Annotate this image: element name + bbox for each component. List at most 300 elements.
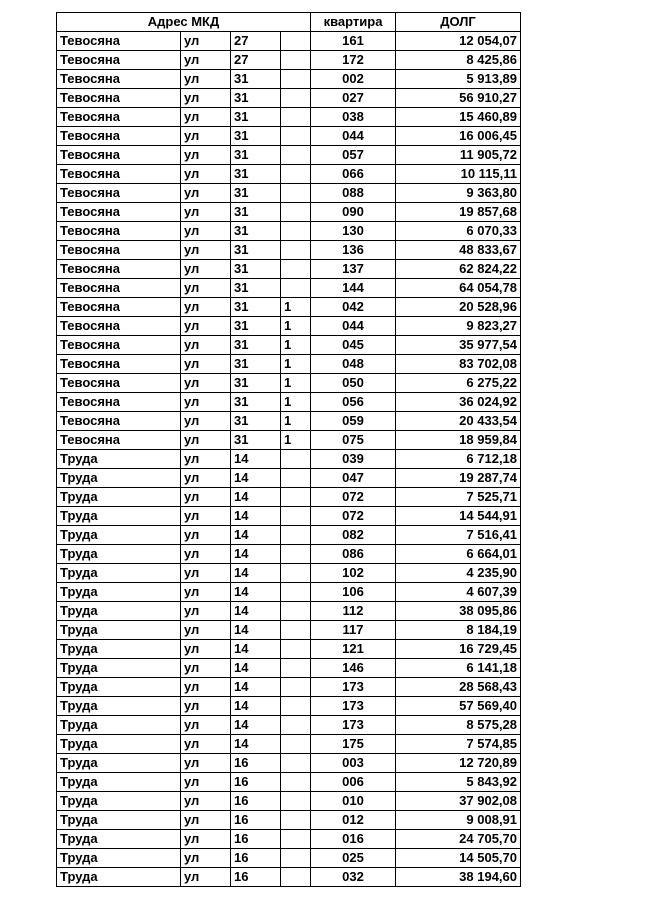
apartment-cell: 039 (311, 450, 396, 469)
table-row (57, 450, 521, 469)
building-block-cell (281, 203, 311, 222)
street-cell: Труда (57, 830, 181, 849)
debt-header: ДОЛГ (396, 13, 521, 32)
table-row (57, 317, 521, 336)
house-number-cell: 31 (231, 146, 281, 165)
debt-amount-cell: 8 425,86 (396, 51, 521, 70)
street-type-cell: ул (181, 203, 231, 222)
debt-amount-cell: 64 054,78 (396, 279, 521, 298)
apartment-cell: 090 (311, 203, 396, 222)
building-block-cell (281, 792, 311, 811)
debt-amount-cell: 8 184,19 (396, 621, 521, 640)
table-row (57, 374, 521, 393)
debt-amount-cell: 9 823,27 (396, 317, 521, 336)
debt-amount-cell: 7 516,41 (396, 526, 521, 545)
table-row (57, 735, 521, 754)
street-type-cell: ул (181, 222, 231, 241)
debt-amount-cell: 15 460,89 (396, 108, 521, 127)
table-row (57, 355, 521, 374)
house-number-cell: 31 (231, 431, 281, 450)
house-number-cell: 14 (231, 526, 281, 545)
street-type-cell: ул (181, 70, 231, 89)
street-cell: Тевосяна (57, 165, 181, 184)
apartment-cell: 002 (311, 70, 396, 89)
debt-amount-cell: 19 287,74 (396, 469, 521, 488)
table-row (57, 754, 521, 773)
table-row (57, 621, 521, 640)
apartment-cell: 042 (311, 298, 396, 317)
house-number-cell: 14 (231, 507, 281, 526)
table-row (57, 678, 521, 697)
apartment-cell: 025 (311, 849, 396, 868)
house-number-cell: 31 (231, 393, 281, 412)
apartment-cell: 012 (311, 811, 396, 830)
debt-amount-cell: 6 141,18 (396, 659, 521, 678)
table-row (57, 127, 521, 146)
table-row (57, 469, 521, 488)
debt-amount-cell: 14 544,91 (396, 507, 521, 526)
house-number-cell: 16 (231, 773, 281, 792)
street-type-cell: ул (181, 412, 231, 431)
street-cell: Труда (57, 507, 181, 526)
table-row (57, 716, 521, 735)
street-cell: Труда (57, 602, 181, 621)
building-block-cell (281, 507, 311, 526)
building-block-cell (281, 659, 311, 678)
table-row (57, 488, 521, 507)
debt-amount-cell: 5 913,89 (396, 70, 521, 89)
debt-amount-cell: 37 902,08 (396, 792, 521, 811)
house-number-cell: 16 (231, 792, 281, 811)
table-row (57, 279, 521, 298)
building-block-cell (281, 697, 311, 716)
house-number-cell: 14 (231, 602, 281, 621)
street-cell: Тевосяна (57, 184, 181, 203)
apartment-cell: 088 (311, 184, 396, 203)
street-cell: Труда (57, 488, 181, 507)
street-cell: Труда (57, 678, 181, 697)
street-cell: Труда (57, 564, 181, 583)
apartment-cell: 161 (311, 32, 396, 51)
house-number-cell: 31 (231, 355, 281, 374)
street-type-cell: ул (181, 621, 231, 640)
street-cell: Труда (57, 659, 181, 678)
street-type-cell: ул (181, 279, 231, 298)
table-row (57, 241, 521, 260)
table-row (57, 792, 521, 811)
house-number-cell: 31 (231, 165, 281, 184)
street-cell: Тевосяна (57, 241, 181, 260)
apartment-cell: 137 (311, 260, 396, 279)
street-type-cell: ул (181, 678, 231, 697)
address-header: Адрес МКД (57, 13, 311, 32)
house-number-cell: 27 (231, 32, 281, 51)
house-number-cell: 14 (231, 450, 281, 469)
building-block-cell (281, 70, 311, 89)
apartment-cell: 106 (311, 583, 396, 602)
building-block-cell (281, 279, 311, 298)
building-block-cell (281, 868, 311, 887)
table-row (57, 773, 521, 792)
street-type-cell: ул (181, 374, 231, 393)
house-number-cell: 31 (231, 412, 281, 431)
building-block-cell (281, 564, 311, 583)
apartment-cell: 038 (311, 108, 396, 127)
street-type-cell: ул (181, 336, 231, 355)
table-row (57, 545, 521, 564)
street-type-cell: ул (181, 526, 231, 545)
street-type-cell: ул (181, 317, 231, 336)
debt-amount-cell: 6 275,22 (396, 374, 521, 393)
debt-amount-cell: 7 525,71 (396, 488, 521, 507)
house-number-cell: 31 (231, 298, 281, 317)
apartment-cell: 010 (311, 792, 396, 811)
building-block-cell (281, 127, 311, 146)
building-block-cell: 1 (281, 355, 311, 374)
street-cell: Тевосяна (57, 431, 181, 450)
debt-amount-cell: 5 843,92 (396, 773, 521, 792)
street-cell: Тевосяна (57, 203, 181, 222)
building-block-cell (281, 621, 311, 640)
building-block-cell (281, 222, 311, 241)
debt-amount-cell: 8 575,28 (396, 716, 521, 735)
building-block-cell (281, 146, 311, 165)
street-type-cell: ул (181, 108, 231, 127)
house-number-cell: 31 (231, 317, 281, 336)
table-row (57, 431, 521, 450)
house-number-cell: 14 (231, 621, 281, 640)
building-block-cell: 1 (281, 317, 311, 336)
street-cell: Труда (57, 868, 181, 887)
table-row (57, 260, 521, 279)
building-block-cell (281, 735, 311, 754)
house-number-cell: 14 (231, 697, 281, 716)
apartment-cell: 045 (311, 336, 396, 355)
building-block-cell (281, 583, 311, 602)
apartment-cell: 117 (311, 621, 396, 640)
apartment-cell: 102 (311, 564, 396, 583)
house-number-cell: 14 (231, 583, 281, 602)
street-cell: Труда (57, 773, 181, 792)
street-type-cell: ул (181, 773, 231, 792)
house-number-cell: 14 (231, 545, 281, 564)
debt-amount-cell: 6 070,33 (396, 222, 521, 241)
building-block-cell (281, 488, 311, 507)
building-block-cell (281, 754, 311, 773)
house-number-cell: 14 (231, 488, 281, 507)
apartment-cell: 072 (311, 507, 396, 526)
debt-amount-cell: 62 824,22 (396, 260, 521, 279)
street-cell: Труда (57, 526, 181, 545)
street-type-cell: ул (181, 89, 231, 108)
street-cell: Труда (57, 545, 181, 564)
building-block-cell (281, 545, 311, 564)
debt-amount-cell: 6 664,01 (396, 545, 521, 564)
building-block-cell: 1 (281, 374, 311, 393)
debt-amount-cell: 16 006,45 (396, 127, 521, 146)
table-row (57, 849, 521, 868)
street-cell: Труда (57, 754, 181, 773)
street-cell: Труда (57, 469, 181, 488)
building-block-cell: 1 (281, 412, 311, 431)
building-block-cell: 1 (281, 393, 311, 412)
debt-amount-cell: 19 857,68 (396, 203, 521, 222)
debt-amount-cell: 24 705,70 (396, 830, 521, 849)
street-cell: Тевосяна (57, 70, 181, 89)
street-type-cell: ул (181, 659, 231, 678)
table-row (57, 203, 521, 222)
street-type-cell: ул (181, 602, 231, 621)
building-block-cell (281, 640, 311, 659)
building-block-cell (281, 89, 311, 108)
debt-amount-cell: 83 702,08 (396, 355, 521, 374)
apartment-cell: 048 (311, 355, 396, 374)
apartment-cell: 027 (311, 89, 396, 108)
debt-amount-cell: 7 574,85 (396, 735, 521, 754)
street-type-cell: ул (181, 716, 231, 735)
apartment-cell: 050 (311, 374, 396, 393)
street-cell: Тевосяна (57, 146, 181, 165)
house-number-cell: 31 (231, 279, 281, 298)
debt-amount-cell: 36 024,92 (396, 393, 521, 412)
debt-amount-cell: 4 235,90 (396, 564, 521, 583)
apartment-cell: 066 (311, 165, 396, 184)
house-number-cell: 31 (231, 241, 281, 260)
apartment-cell: 075 (311, 431, 396, 450)
apartment-cell: 121 (311, 640, 396, 659)
building-block-cell (281, 260, 311, 279)
street-cell: Труда (57, 792, 181, 811)
apartment-cell: 057 (311, 146, 396, 165)
apartment-header: квартира (311, 13, 396, 32)
street-cell: Тевосяна (57, 279, 181, 298)
debt-amount-cell: 20 528,96 (396, 298, 521, 317)
street-type-cell: ул (181, 507, 231, 526)
debt-sheet (56, 12, 520, 887)
apartment-cell: 044 (311, 317, 396, 336)
building-block-cell (281, 678, 311, 697)
street-type-cell: ул (181, 640, 231, 659)
street-type-cell: ул (181, 811, 231, 830)
house-number-cell: 16 (231, 849, 281, 868)
house-number-cell: 31 (231, 108, 281, 127)
apartment-cell: 172 (311, 51, 396, 70)
apartment-cell: 032 (311, 868, 396, 887)
table-row (57, 830, 521, 849)
street-type-cell: ул (181, 127, 231, 146)
house-number-cell: 31 (231, 260, 281, 279)
house-number-cell: 16 (231, 754, 281, 773)
building-block-cell (281, 32, 311, 51)
house-number-cell: 14 (231, 716, 281, 735)
debt-amount-cell: 18 959,84 (396, 431, 521, 450)
debt-amount-cell: 48 833,67 (396, 241, 521, 260)
house-number-cell: 14 (231, 640, 281, 659)
table-row (57, 184, 521, 203)
table-row (57, 51, 521, 70)
debt-amount-cell: 11 905,72 (396, 146, 521, 165)
apartment-cell: 130 (311, 222, 396, 241)
table-body (57, 32, 521, 887)
street-type-cell: ул (181, 146, 231, 165)
table-row (57, 32, 521, 51)
street-cell: Тевосяна (57, 298, 181, 317)
house-number-cell: 31 (231, 127, 281, 146)
street-type-cell: ул (181, 545, 231, 564)
house-number-cell: 31 (231, 203, 281, 222)
house-number-cell: 31 (231, 89, 281, 108)
debt-amount-cell: 9 008,91 (396, 811, 521, 830)
building-block-cell: 1 (281, 298, 311, 317)
house-number-cell: 31 (231, 184, 281, 203)
street-type-cell: ул (181, 355, 231, 374)
building-block-cell (281, 830, 311, 849)
apartment-cell: 059 (311, 412, 396, 431)
street-cell: Тевосяна (57, 374, 181, 393)
table-row (57, 507, 521, 526)
street-type-cell: ул (181, 450, 231, 469)
apartment-cell: 175 (311, 735, 396, 754)
street-cell: Труда (57, 583, 181, 602)
street-cell: Труда (57, 811, 181, 830)
street-type-cell: ул (181, 184, 231, 203)
apartment-cell: 173 (311, 697, 396, 716)
street-cell: Труда (57, 640, 181, 659)
street-type-cell: ул (181, 165, 231, 184)
table-row (57, 70, 521, 89)
street-type-cell: ул (181, 849, 231, 868)
street-type-cell: ул (181, 564, 231, 583)
debt-amount-cell: 57 569,40 (396, 697, 521, 716)
table-row (57, 868, 521, 887)
street-cell: Тевосяна (57, 260, 181, 279)
building-block-cell (281, 165, 311, 184)
building-block-cell (281, 849, 311, 868)
house-number-cell: 27 (231, 51, 281, 70)
table-row (57, 640, 521, 659)
street-cell: Тевосяна (57, 51, 181, 70)
debt-amount-cell: 35 977,54 (396, 336, 521, 355)
table-row (57, 564, 521, 583)
street-cell: Труда (57, 716, 181, 735)
street-type-cell: ул (181, 697, 231, 716)
building-block-cell (281, 450, 311, 469)
table-row (57, 146, 521, 165)
apartment-cell: 016 (311, 830, 396, 849)
debt-amount-cell: 10 115,11 (396, 165, 521, 184)
street-cell: Труда (57, 697, 181, 716)
table-row (57, 412, 521, 431)
building-block-cell (281, 241, 311, 260)
debt-amount-cell: 4 607,39 (396, 583, 521, 602)
debt-amount-cell: 38 095,86 (396, 602, 521, 621)
debt-amount-cell: 20 433,54 (396, 412, 521, 431)
street-type-cell: ул (181, 241, 231, 260)
apartment-cell: 082 (311, 526, 396, 545)
apartment-cell: 146 (311, 659, 396, 678)
table-header-row (57, 13, 521, 32)
debt-amount-cell: 38 194,60 (396, 868, 521, 887)
building-block-cell (281, 108, 311, 127)
house-number-cell: 16 (231, 811, 281, 830)
street-cell: Тевосяна (57, 317, 181, 336)
table-row (57, 697, 521, 716)
apartment-cell: 044 (311, 127, 396, 146)
street-type-cell: ул (181, 32, 231, 51)
debt-amount-cell: 12 720,89 (396, 754, 521, 773)
apartment-cell: 003 (311, 754, 396, 773)
apartment-cell: 006 (311, 773, 396, 792)
house-number-cell: 31 (231, 70, 281, 89)
house-number-cell: 14 (231, 659, 281, 678)
street-cell: Тевосяна (57, 32, 181, 51)
apartment-cell: 136 (311, 241, 396, 260)
debt-amount-cell: 56 910,27 (396, 89, 521, 108)
building-block-cell (281, 773, 311, 792)
apartment-cell: 173 (311, 716, 396, 735)
street-type-cell: ул (181, 754, 231, 773)
house-number-cell: 16 (231, 868, 281, 887)
street-cell: Тевосяна (57, 108, 181, 127)
building-block-cell (281, 184, 311, 203)
street-type-cell: ул (181, 260, 231, 279)
street-cell: Тевосяна (57, 89, 181, 108)
table-row (57, 336, 521, 355)
table-row (57, 298, 521, 317)
street-cell: Труда (57, 849, 181, 868)
debt-amount-cell: 6 712,18 (396, 450, 521, 469)
street-type-cell: ул (181, 830, 231, 849)
street-type-cell: ул (181, 868, 231, 887)
table-row (57, 583, 521, 602)
street-type-cell: ул (181, 51, 231, 70)
apartment-cell: 072 (311, 488, 396, 507)
street-type-cell: ул (181, 792, 231, 811)
house-number-cell: 31 (231, 374, 281, 393)
table-row (57, 165, 521, 184)
street-cell: Труда (57, 735, 181, 754)
apartment-cell: 047 (311, 469, 396, 488)
street-type-cell: ул (181, 469, 231, 488)
apartment-cell: 056 (311, 393, 396, 412)
street-cell: Тевосяна (57, 412, 181, 431)
street-type-cell: ул (181, 431, 231, 450)
building-block-cell: 1 (281, 336, 311, 355)
house-number-cell: 14 (231, 564, 281, 583)
debt-table (56, 12, 521, 887)
street-cell: Тевосяна (57, 336, 181, 355)
debt-amount-cell: 16 729,45 (396, 640, 521, 659)
table-row (57, 526, 521, 545)
street-type-cell: ул (181, 735, 231, 754)
debt-amount-cell: 28 568,43 (396, 678, 521, 697)
table-row (57, 659, 521, 678)
street-cell: Тевосяна (57, 355, 181, 374)
street-cell: Труда (57, 621, 181, 640)
table-row (57, 602, 521, 621)
street-type-cell: ул (181, 583, 231, 602)
street-cell: Тевосяна (57, 127, 181, 146)
street-cell: Тевосяна (57, 393, 181, 412)
apartment-cell: 144 (311, 279, 396, 298)
apartment-cell: 173 (311, 678, 396, 697)
building-block-cell: 1 (281, 431, 311, 450)
street-type-cell: ул (181, 393, 231, 412)
building-block-cell (281, 469, 311, 488)
debt-amount-cell: 9 363,80 (396, 184, 521, 203)
house-number-cell: 16 (231, 830, 281, 849)
building-block-cell (281, 716, 311, 735)
